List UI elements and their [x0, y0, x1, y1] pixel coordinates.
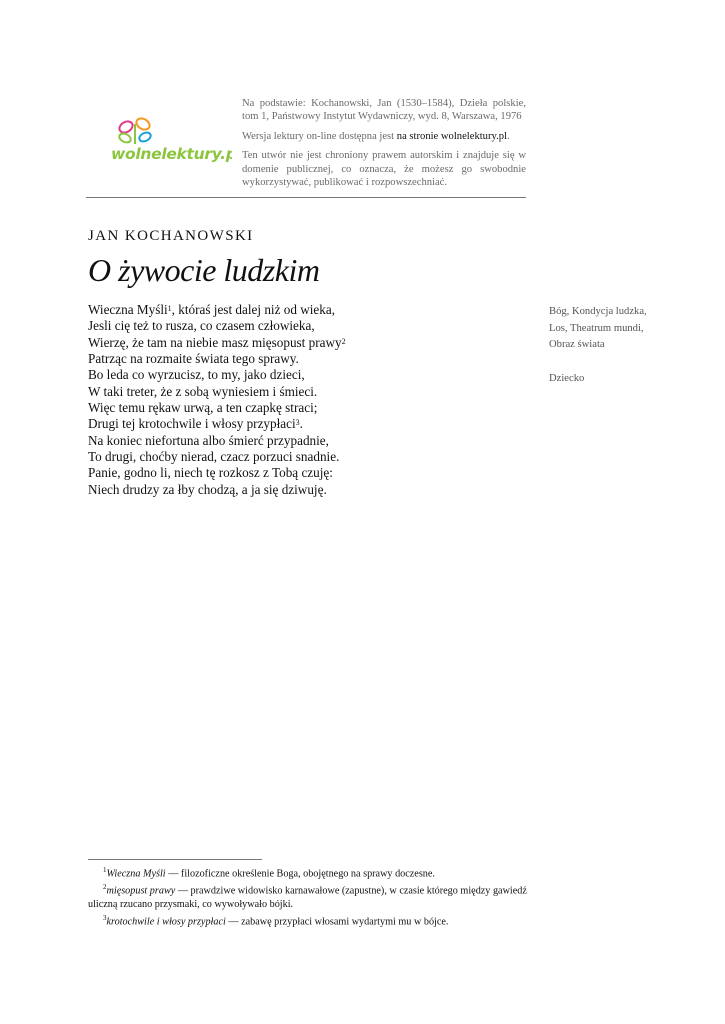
poem-line: Na koniec niefortuna albo śmierć przypadnie,	[88, 432, 329, 448]
header-divider	[86, 197, 526, 198]
footnote-text: — filozoficzne określenie Boga, obojętnego na sprawy doczesne.	[165, 868, 435, 880]
poem-title: O żywocie ludzkim	[88, 252, 320, 288]
footnote-term: mięsopust prawy	[106, 885, 176, 897]
butterfly-logo-icon	[86, 110, 232, 176]
poem-line: Bo leda co wyrzucisz, to my, jako dzieci,	[88, 367, 305, 383]
poem-line: To drugi, choćby nierad, czacz porzuci snadnie.	[88, 449, 340, 465]
footnote	[88, 881, 528, 912]
footnote	[88, 864, 528, 881]
line-text: Wieczna Myśli	[88, 302, 168, 317]
poem-line: Więc temu rękaw urwą, a ten czapkę straci;	[88, 400, 318, 416]
wolnelektury-logo[interactable]	[86, 110, 232, 176]
poem-line: W taki treter, że z sobą wyniesiem i śmieci.	[88, 383, 318, 399]
footnote-ref[interactable]: 2	[341, 336, 346, 346]
logo-text: wolnelektury.pl	[111, 145, 232, 163]
line-text: .	[299, 416, 303, 432]
line-text: Wierzę, że tam na niebie masz mięsopust prawy	[88, 334, 342, 350]
footnote-term: krotochwile i włosy przypłaci	[106, 915, 226, 927]
online-suffix: .	[507, 130, 510, 142]
footnote-number: 3	[103, 913, 107, 922]
motif-spacer	[549, 354, 699, 371]
poem-line	[88, 416, 508, 432]
motif-link[interactable]: Bóg, Kondycja ludzka,	[549, 306, 647, 317]
footnote-text: — zabawę przypłaci włosami wydartymi mu w bójce.	[225, 915, 449, 927]
poem-line: Jesli cię też to rusza, co czasem człowieka,	[88, 318, 315, 334]
footnote-text: — prawdziwe widowisko karnawałowe (zapustne), w czasie którego między gawiedź uliczną rzucano przysmaki, co wywoływało bójki.	[88, 885, 527, 910]
online-info	[242, 130, 526, 143]
source-info: Na podstawie: Kochanowski, Jan (1530–1584), Dzieła polskie, tom 1, Państwowy Instytut Wydawniczy, wyd. 8, Warszawa, 1976	[242, 98, 526, 123]
poem-line: Panie, godno li, niech tę rozkosz z Tobą czuję:	[88, 465, 333, 481]
wolnelektury-link[interactable]: na stronie wolnelektury.pl	[396, 130, 508, 142]
online-prefix: Wersja lektury on-line dostępna jest	[242, 130, 395, 142]
line-text: , któraś jest dalej niż od wieka,	[171, 302, 336, 317]
motifs-margin	[549, 304, 699, 387]
footnotes	[88, 864, 528, 929]
footnote-ref[interactable]: 1	[167, 304, 172, 313]
poem-line: Patrząc na rozmaite świata tego sprawy.	[88, 351, 299, 367]
poem-line: Niech drudzy za łby chodzą, a ja się dziwuję.	[88, 481, 327, 497]
header-info	[242, 97, 526, 195]
footnote-term: Wieczna Myśli	[106, 868, 166, 880]
author-name: JAN KOCHANOWSKI	[88, 228, 254, 244]
poem-line	[88, 302, 508, 318]
footnote	[88, 912, 528, 929]
motif-link[interactable]: Los, Theatrum mundi,	[549, 322, 644, 334]
license-info: Ten utwór nie jest chroniony prawem autorskim i znajduje się w domenie publicznej, co oznacza, że możesz go swobodnie wykorzystywać, publikować i rozpowszechniać.	[242, 150, 526, 189]
footnote-number: 2	[103, 882, 107, 891]
poem-line	[88, 335, 508, 351]
motif-link[interactable]: Dziecko	[549, 372, 585, 384]
poem-body	[88, 302, 508, 498]
footnote-number: 1	[103, 866, 107, 874]
line-text: Drugi tej krotochwile i włosy przypłaci	[88, 416, 296, 432]
footnote-ref[interactable]: 3	[295, 418, 300, 428]
motif-link[interactable]: Obraz świata	[549, 339, 605, 351]
footnote-divider	[88, 859, 262, 860]
